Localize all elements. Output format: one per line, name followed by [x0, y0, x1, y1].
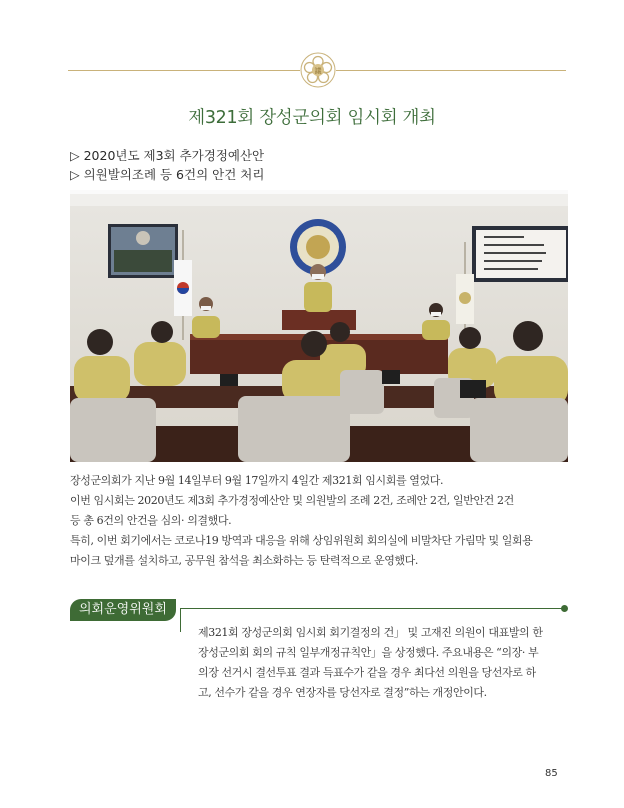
- summary-bullets: [70, 146, 264, 184]
- body-line: 특히, 이번 회기에서는 코로나19 방역과 대응을 위해 상임위원회 회의실에 비말차단 가림막 및 일회용: [70, 534, 533, 547]
- bullet-item: ▷ 2020년도 제3회 추가경정예산안: [70, 148, 265, 163]
- section-line-text: 의장 선거시 결선투표 결과 득표수가 같을 경우 최다선 의원을 당선자로 하: [198, 666, 536, 679]
- body-line: 이번 임시회는 2020년도 제3회 추가경정예산안 및 의원발의 조례 2건, 조례안 2건, 일반안건 2건: [70, 494, 514, 507]
- header-rule-left: [68, 70, 300, 71]
- bullet-item: ▷ 의원발의조례 등 6건의 안건 처리: [70, 167, 265, 182]
- section-rule-dot: [561, 605, 568, 612]
- page-number: 85: [545, 768, 558, 779]
- page-title: 제321회 장성군의회 임시회 개최: [188, 108, 436, 128]
- section-line-text: 제321회 장성군의회 임시회 회기결정의 건」 및 고재진 의원이 대표발의 한: [198, 626, 543, 639]
- body-line: 등 총 6건의 안건을 심의· 의결했다.: [70, 514, 232, 527]
- section-rule: [180, 608, 564, 609]
- section-line-text: 장성군의회 회의 규칙 일부개정규칙안」을 상정했다. 주요내용은 “의장· 부: [198, 646, 539, 659]
- council-emblem-icon: [300, 52, 336, 88]
- body-line: 장성군의회가 지난 9월 14일부터 9월 17일까지 4일간 제321회 임시회를 열었다.: [70, 474, 444, 487]
- svg-text:議: 議: [314, 67, 322, 75]
- article-body: [70, 471, 568, 571]
- section-rule-vertical: [180, 608, 181, 632]
- body-line: 마이크 덮개를 설치하고, 공무원 참석을 최소화하는 등 탄력적으로 운영했다.: [70, 554, 418, 567]
- header-rule-right: [336, 70, 566, 71]
- section-label: 의회운영위원회: [70, 599, 176, 621]
- section-line-text: 고, 선수가 같을 경우 연장자를 당선자로 결정”하는 개정안이다.: [198, 686, 487, 699]
- council-meeting-photo: [70, 190, 568, 462]
- section-body: [198, 623, 568, 703]
